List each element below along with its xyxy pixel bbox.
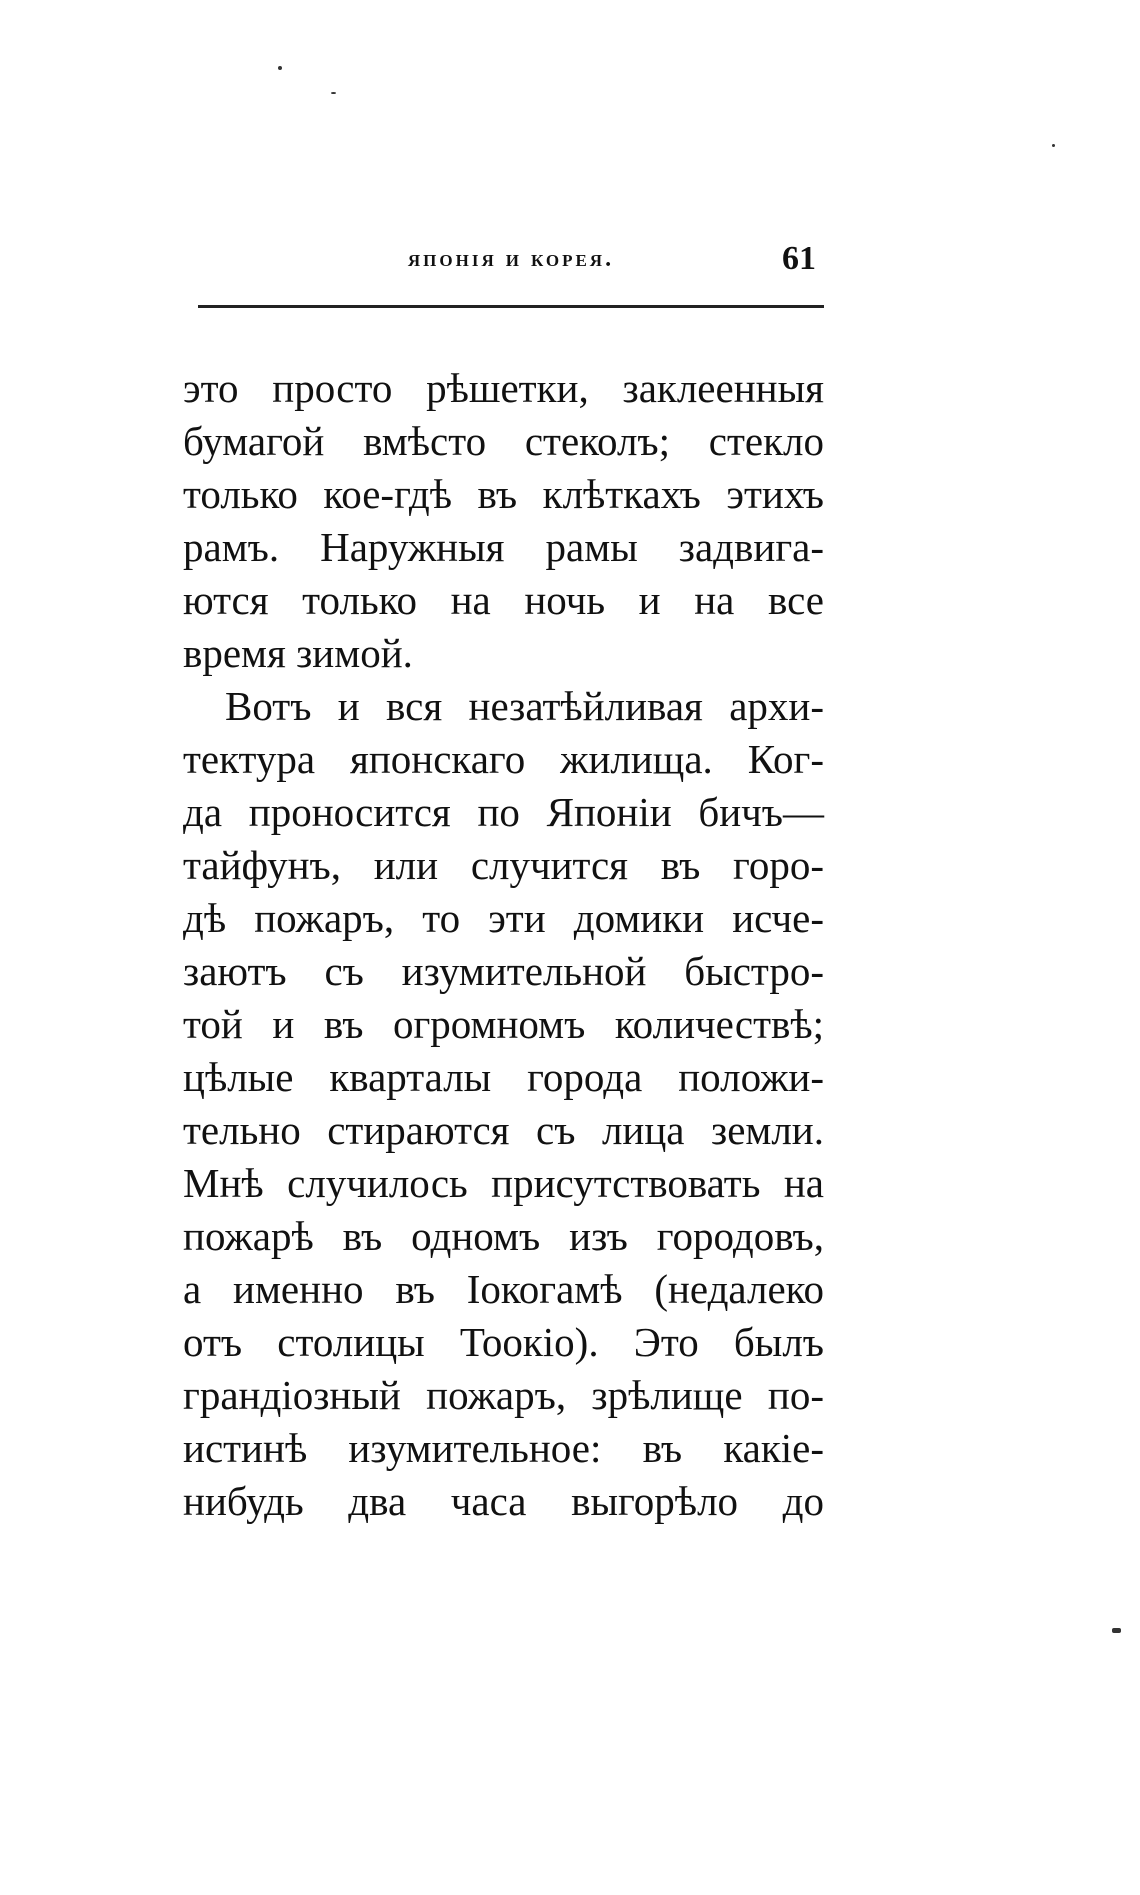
text-line: бумагой вмѣсто стеколъ; стекло (183, 418, 824, 464)
text-line: той и въ огромномъ количествѣ; (183, 1001, 824, 1047)
header-rule (198, 305, 824, 308)
body-text (183, 362, 824, 1528)
text-line: пожарѣ въ одномъ изъ городовъ, (183, 1213, 824, 1259)
text-line: это просто рѣшетки, заклеенныя (183, 365, 824, 411)
text-line: рамъ. Наружныя рамы задвига- (183, 524, 824, 570)
text-line: отъ столицы Тоокіо). Это былъ (183, 1319, 824, 1365)
text-line: а именно въ Іокогамѣ (недалеко (183, 1266, 824, 1312)
text-line: ются только на ночь и на все (183, 577, 824, 623)
ink-speck (331, 92, 336, 94)
text-line: истинѣ изумительное: въ какіе- (183, 1425, 824, 1471)
text-line: Вотъ и вся незатѣйливая архи- (225, 683, 824, 729)
text-line: да проносится по Японіи бичъ— (183, 789, 824, 835)
text-line: тайфунъ, или случится въ горо- (183, 842, 824, 888)
text-line: дѣ пожаръ, то эти домики исче- (183, 895, 824, 941)
text-line: только кое-гдѣ въ клѣткахъ этихъ (183, 471, 824, 517)
text-line: тектура японскаго жилища. Ког- (183, 736, 824, 782)
ink-speck (1052, 144, 1055, 147)
text-line: цѣлые кварталы города положи- (183, 1054, 824, 1100)
running-head (198, 240, 824, 290)
text-line: тельно стираются съ лица земли. (183, 1107, 824, 1153)
text-line: нибудь два часа выгорѣло до (183, 1478, 824, 1524)
text-line: Мнѣ случилось присутствовать на (183, 1160, 824, 1206)
ink-speck (278, 66, 282, 70)
page-number: 61 (782, 240, 816, 277)
running-title: японія и корея. (407, 246, 615, 272)
text-line: время зимой. (183, 630, 413, 676)
ink-speck (1112, 1628, 1121, 1633)
text-line: заютъ съ изумительной быстро- (183, 948, 824, 994)
text-line: грандіозный пожаръ, зрѣлище по- (183, 1372, 824, 1418)
